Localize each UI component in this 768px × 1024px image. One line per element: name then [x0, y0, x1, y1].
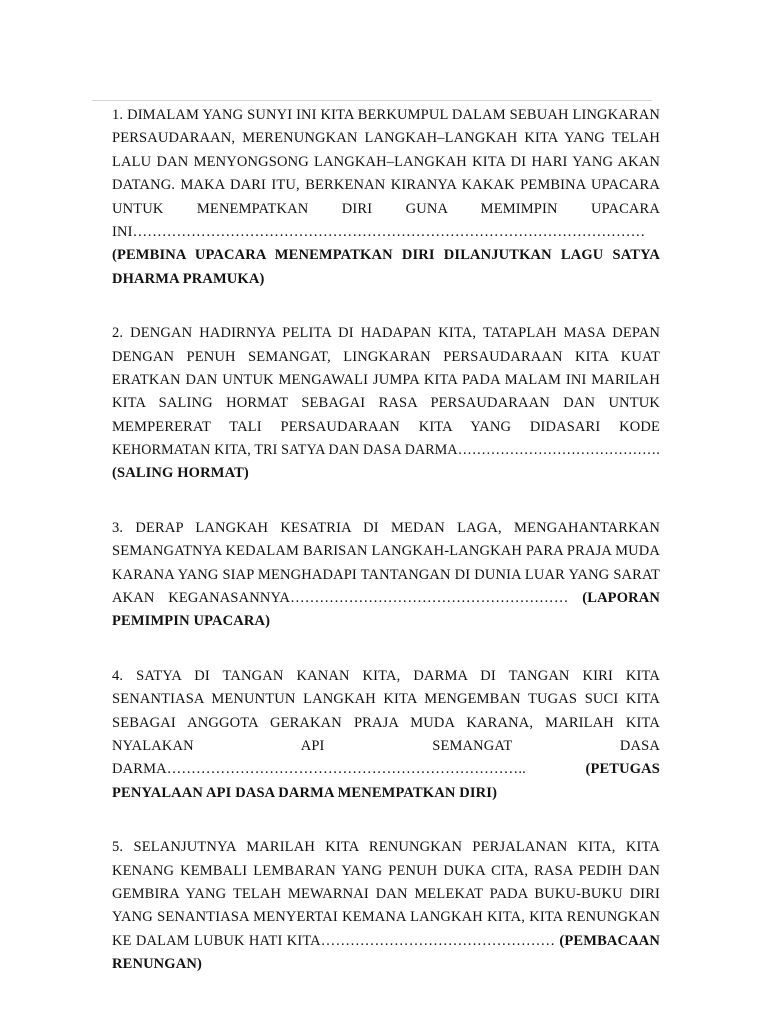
text-line: (SALING HORMAT)	[112, 465, 249, 482]
text-line: (PEMBINA UPACARA MENEMPATKAN DIRI DILANJUTKAN LAGU SATYA	[112, 247, 660, 264]
top-divider	[92, 100, 652, 101]
text-line: ERATKAN DAN UNTUK MENGAWALI JUMPA KITA PADA MALAM INI MARILAH	[112, 371, 660, 388]
text-line: DATANG. MAKA DARI ITU, BERKENAN KIRANYA KAKAK PEMBINA UPACARA	[112, 177, 660, 194]
paragraph-1	[112, 104, 660, 291]
text-line	[112, 930, 660, 953]
text-line: PEMIMPIN UPACARA)	[112, 613, 271, 630]
paragraph-4	[112, 665, 660, 805]
text-line: PENYALAAN API DASA DARMA MENEMPATKAN DIRI)	[112, 784, 498, 801]
document-body	[112, 104, 660, 1008]
text-line: YANG SENANTIASA MENYERTAI KEMANA LANGKAH KITA, KITA RENUNGKAN	[112, 909, 660, 926]
text-line: PERSAUDARAAN, MERENUNGKAN LANGKAH–LANGKAH KITA YANG TELAH	[112, 130, 660, 147]
text-line: KEHORMATAN KITA, TRI SATYA DAN DASA DARMA…………………………………….	[112, 442, 660, 459]
text-line: DENGAN PENUH SEMANGAT, LINGKARAN PERSAUDARAAN KITA KUAT	[112, 348, 660, 365]
text-line: 3. DERAP LANGKAH KESATRIA DI MEDAN LAGA, MENGAHANTARKAN	[112, 519, 660, 536]
text-line: 5. SELANJUTNYA MARILAH KITA RENUNGKAN PERJALANAN KITA, KITA	[112, 839, 660, 856]
text-line: SEMANGATNYA KEDALAM BARISAN LANGKAH-LANGKAH PARA PRAJA MUDA	[112, 543, 660, 560]
bold-instruction: (PEMBACAAN	[559, 932, 660, 949]
bold-instruction: (LAPORAN	[582, 590, 660, 607]
line-text: DARMA………………………………………………………………..	[112, 761, 586, 778]
paragraph-5	[112, 836, 660, 976]
text-line	[112, 587, 660, 610]
line-text: KE DALAM LUBUK HATI KITA…………………………………………	[112, 932, 560, 949]
bold-instruction: (PETUGAS	[585, 761, 660, 778]
text-line: 2. DENGAN HADIRNYA PELITA DI HADAPAN KITA, TATAPLAH MASA DEPAN	[112, 325, 660, 342]
text-line	[112, 758, 660, 781]
text-line: RENUNGAN)	[112, 956, 202, 973]
text-line: DHARMA PRAMUKA)	[112, 270, 265, 287]
text-line: INI……………………………………………………………………………………………	[112, 223, 646, 240]
text-line: GEMBIRA YANG TELAH MEWARNAI DAN MELEKAT PADA BUKU-BUKU DIRI	[112, 885, 660, 902]
text-line: SENANTIASA MENUNTUN LANGKAH KITA MENGEMBAN TUGAS SUCI KITA	[112, 691, 660, 708]
line-text: AKAN KEGANASANNYA…………………………………………………	[112, 590, 583, 607]
text-line: KARANA YANG SIAP MENGHADAPI TANTANGAN DI DUNIA LUAR YANG SARAT	[112, 566, 660, 583]
text-line: 4. SATYA DI TANGAN KANAN KITA, DARMA DI TANGAN KIRI KITA	[112, 667, 660, 684]
text-line: MEMPERERAT TALI PERSAUDARAAN KITA YANG DIDASARI KODE	[112, 418, 660, 435]
text-line: NYALAKAN API SEMANGAT DASA	[112, 737, 660, 754]
paragraph-2	[112, 322, 660, 486]
text-line: KITA SALING HORMAT SEBAGAI RASA PERSAUDARAAN DAN UNTUK	[112, 395, 660, 412]
text-line: SEBAGAI ANGGOTA GERAKAN PRAJA MUDA KARANA, MARILAH KITA	[112, 714, 660, 731]
text-line: 1. DIMALAM YANG SUNYI INI KITA BERKUMPUL DALAM SEBUAH LINGKARAN	[112, 107, 660, 123]
text-line: KENANG KEMBALI LEMBARAN YANG PENUH DUKA CITA, RASA PEDIH DAN	[112, 862, 660, 879]
paragraph-3	[112, 517, 660, 634]
text-line: LALU DAN MENYONGSONG LANGKAH–LANGKAH KITA DI HARI YANG AKAN	[112, 153, 660, 170]
text-line: UNTUK MENEMPATKAN DIRI GUNA MEMIMPIN UPACARA	[112, 200, 660, 217]
